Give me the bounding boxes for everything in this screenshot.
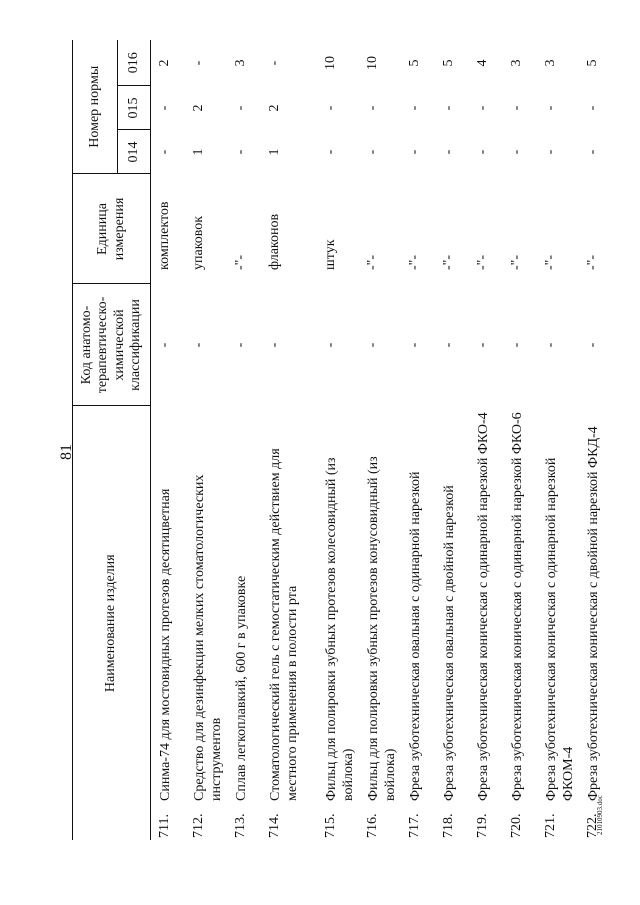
table-row <box>537 40 579 840</box>
item-atc-code: - <box>232 342 248 348</box>
table-row <box>317 40 359 840</box>
item-atc-code: - <box>584 342 600 348</box>
item-name: Стоматологический гель с гемостатическим действием для местного применения в полости рта <box>267 448 300 801</box>
item-atc-code: - <box>190 342 206 348</box>
norm-014-value: - <box>508 149 524 155</box>
norm-015-value: - <box>406 105 422 111</box>
item-number: 712. <box>190 813 206 838</box>
item-number: 721. <box>542 813 558 838</box>
norm-014-value: - <box>440 149 456 155</box>
norm-016-value: - <box>190 60 206 66</box>
table-body <box>151 40 613 840</box>
item-number: 714. <box>266 813 282 838</box>
item-unit: -"- <box>406 254 422 270</box>
norm-014-value: - <box>406 149 422 155</box>
item-number: 711. <box>157 814 172 838</box>
item-number: 713. <box>232 813 248 838</box>
item-number: 716. <box>364 813 380 838</box>
item-name: Фреза зуботехническая овальная с одинарной нарезкой <box>407 471 423 801</box>
item-unit: -"- <box>542 254 558 270</box>
item-atc-code: - <box>440 342 456 348</box>
table-row <box>435 40 469 840</box>
item-unit: -"- <box>232 254 248 270</box>
norm-014-value: - <box>364 149 380 155</box>
item-atc-code: - <box>542 342 558 348</box>
item-number: 717. <box>406 813 422 838</box>
table-row <box>261 40 317 840</box>
item-name: Фильц для полировки зубных протезов конусовидный (из войлока) <box>365 456 398 801</box>
norm-016-value: 2 <box>157 59 172 67</box>
table-row <box>401 40 435 840</box>
norm-014-value: - <box>542 149 558 155</box>
item-number: 718. <box>440 813 456 838</box>
norm-014-value: - <box>474 149 490 155</box>
item-unit: -"- <box>584 254 600 270</box>
document-table-area <box>72 40 612 840</box>
norm-016-value: 10 <box>364 56 380 70</box>
norm-016-value: 4 <box>474 59 490 67</box>
item-name: Сплав легкоплавкий, 600 г в упаковке <box>233 575 249 801</box>
header-name: Наименование изделия <box>73 406 151 840</box>
item-unit: флаконов <box>266 213 282 270</box>
item-name: Фреза зуботехническая овальная с двойной нарезкой <box>441 485 457 801</box>
norm-015-value: - <box>364 105 380 111</box>
norm-016-value: - <box>266 60 282 66</box>
item-name: Средство для дезинфекции мелких стоматологических инструментов <box>191 474 224 801</box>
item-unit: -"- <box>364 254 380 270</box>
norm-016-value: 10 <box>322 56 338 70</box>
norm-014-value: - <box>232 149 248 155</box>
table-row <box>359 40 401 840</box>
table-row <box>503 40 537 840</box>
norm-015-value: - <box>508 105 524 111</box>
norm-016-value: 3 <box>542 59 558 67</box>
header-norms: Номер нормы <box>73 40 118 174</box>
item-unit: комплектов <box>157 201 172 270</box>
item-number: 715. <box>322 813 338 838</box>
norm-014-value: 1 <box>190 148 206 156</box>
table-row <box>227 40 261 840</box>
norm-015-value: - <box>232 105 248 111</box>
norm-014-value: - <box>584 149 600 155</box>
norm-014-value: - <box>157 149 172 155</box>
item-atc-code: - <box>157 342 172 348</box>
norm-016-value: 3 <box>508 59 524 67</box>
item-number: 719. <box>474 813 490 838</box>
header-atc: Код анатомо-терапевтическо-химической классификации <box>73 284 151 406</box>
item-atc-code: - <box>406 342 422 348</box>
item-atc-code: - <box>266 342 282 348</box>
item-name: Фреза зуботехническая коническая с одинарной нарезкой ФКОМ-4 <box>543 457 576 801</box>
table-row <box>151 40 185 840</box>
norm-015-value: - <box>542 105 558 111</box>
header-norm-015: 015 <box>118 86 151 130</box>
norm-016-value: 3 <box>232 59 248 67</box>
norm-015-value: - <box>322 105 338 111</box>
norm-016-value: 5 <box>584 59 600 67</box>
item-atc-code: - <box>474 342 490 348</box>
items-table <box>72 40 613 840</box>
norm-016-value: 5 <box>406 59 422 67</box>
header-norm-016: 016 <box>118 40 151 86</box>
item-atc-code: - <box>508 342 524 348</box>
item-name: Фреза зуботехническая коническая с одинарной нарезкой ФКО-4 <box>475 412 491 801</box>
item-unit: штук <box>322 239 338 270</box>
header-unit: Единица измерения <box>73 174 151 284</box>
norm-016-value: 5 <box>440 59 456 67</box>
norm-015-value: - <box>474 105 490 111</box>
item-name: Фильц для полировки зубных протезов колесовидный (из войлока) <box>323 457 356 801</box>
item-atc-code: - <box>322 342 338 348</box>
table-row <box>469 40 503 840</box>
item-unit: -"- <box>440 254 456 270</box>
item-unit: -"- <box>474 254 490 270</box>
item-unit: -"- <box>508 254 524 270</box>
table-header <box>73 40 151 840</box>
norm-015-value: - <box>440 105 456 111</box>
norm-015-value: - <box>157 105 172 111</box>
item-name: Фреза зуботехническая коническая с одинарной нарезкой ФКО-6 <box>509 412 525 801</box>
norm-015-value: 2 <box>266 104 282 112</box>
item-unit: упаковок <box>190 215 206 270</box>
item-number: 722. <box>584 813 600 838</box>
norm-014-value: - <box>322 149 338 155</box>
item-atc-code: - <box>364 342 380 348</box>
page-number: 81 <box>58 444 75 460</box>
header-norm-014: 014 <box>118 130 151 174</box>
norm-014-value: 1 <box>266 148 282 156</box>
norm-015-value: - <box>584 105 600 111</box>
table-row <box>185 40 227 840</box>
footer-filename: 21010903.doc <box>596 795 604 835</box>
item-number: 720. <box>508 813 524 838</box>
item-name: Фреза зуботехническая коническая с двойной нарезкой ФКД-4 <box>585 426 601 801</box>
norm-015-value: 2 <box>190 104 206 112</box>
item-name: Синма-74 для мостовидных протезов десятицветная <box>158 488 173 801</box>
